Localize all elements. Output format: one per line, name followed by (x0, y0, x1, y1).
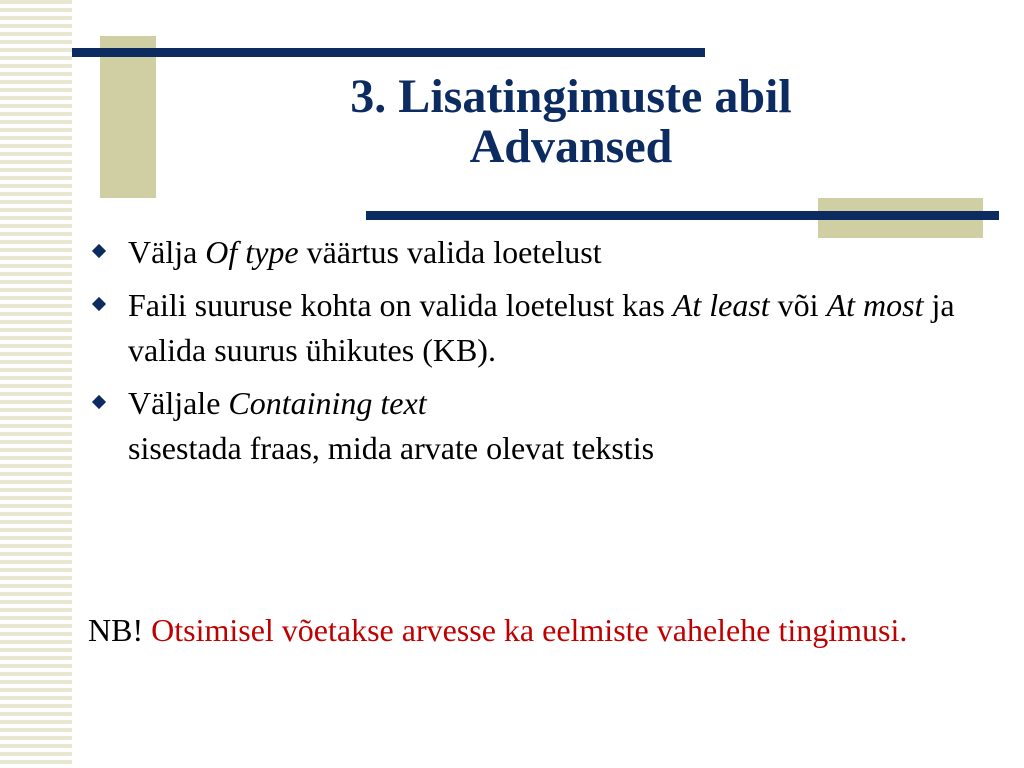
bullet-text: väärtus valida loetelust (298, 234, 602, 270)
bullet-item (88, 381, 968, 471)
bullet-item (88, 230, 968, 275)
bullet-list (88, 230, 968, 479)
slide-title-line1: 3. Lisatingimuste abil (350, 70, 792, 123)
bullet-italic: At most (826, 287, 924, 323)
diamond-bullet-icon (92, 395, 106, 409)
diamond-bullet-icon (92, 244, 106, 258)
bullet-italic: Containing text (228, 385, 427, 421)
decorative-stripes (0, 0, 72, 768)
note-paragraph (88, 608, 1008, 653)
bullet-text: Väljale (128, 385, 229, 421)
bullet-text: sisestada fraas, mida arvate olevat tekstis (128, 430, 655, 466)
diamond-bullet-icon (92, 297, 106, 311)
bullet-text: Välja (128, 234, 206, 270)
title-rule-bottom (366, 211, 999, 220)
note-text: Otsimisel võetakse arvesse ka eelmiste vahelehe tingimusi. (151, 612, 908, 648)
title-rule-top (72, 48, 705, 57)
decorative-olive-block-top (100, 36, 156, 198)
bullet-item (88, 283, 968, 373)
note-prefix: NB! (88, 612, 152, 648)
slide-title (156, 72, 986, 172)
bullet-italic: Of type (205, 234, 299, 270)
bullet-italic: At least (672, 287, 770, 323)
bullet-text: ja valida suurus ühikutes (KB). (128, 287, 955, 368)
bullet-text: Faili suuruse kohta on valida loetelust kas (128, 287, 673, 323)
slide-title-line2: Advansed (469, 120, 673, 173)
bullet-text: või (769, 287, 827, 323)
